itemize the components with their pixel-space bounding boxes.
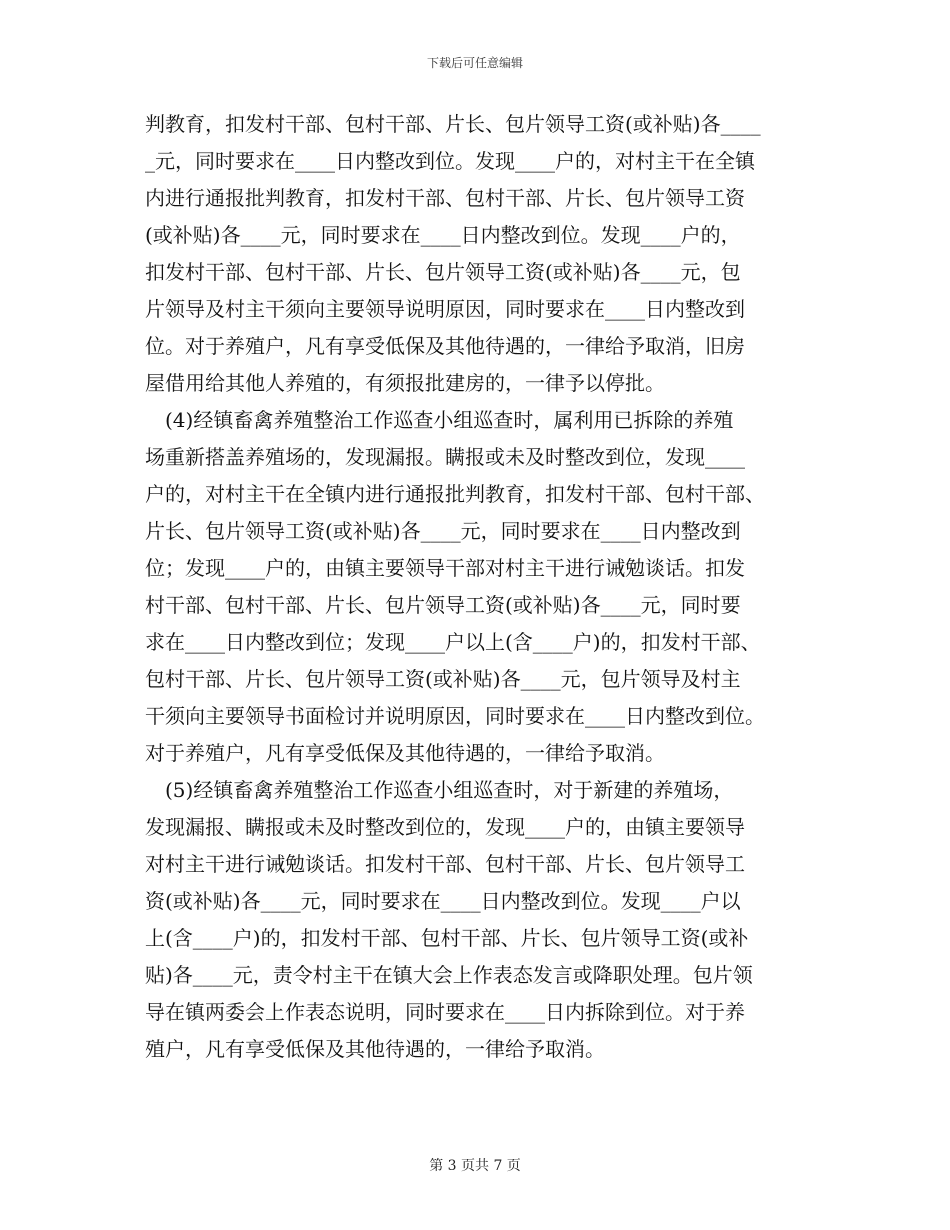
text-line: 片领导及村主干须向主要领导说明原因，同时要求在____日内整改到 [145, 297, 745, 321]
text-line: 包村干部、片长、包片领导工资(或补贴)各____元，包片领导及村主 [145, 667, 741, 691]
text-line: _元，同时要求在____日内整改到位。发现____户的，对村主干在全镇 [145, 149, 755, 173]
text-line: 对村主干进行诫勉谈话。扣发村干部、包村干部、片长、包片领导工 [145, 852, 745, 876]
text-line: 资(或补贴)各____元，同时要求在____日内整改到位。发现____户以 [145, 889, 741, 913]
text-line: 上(含____户)的，扣发村干部、包村干部、片长、包片领导工资(或补 [145, 926, 749, 950]
text-line: 求在____日内整改到位；发现____户以上(含____户)的，扣发村干部、 [145, 630, 761, 654]
text-line: 位。对于养殖户，凡有享受低保及其他待遇的，一律给予取消，旧房 [145, 334, 745, 358]
text-line: 屋借用给其他人养殖的，有须报批建房的，一律予以停批。 [145, 371, 665, 395]
text-line: 场重新搭盖养殖场的，发现漏报。瞒报或未及时整改到位，发现____ [145, 445, 745, 469]
page-header: 下载后可任意编辑 [426, 56, 523, 70]
text-line: 发现漏报、瞒报或未及时整改到位的，发现____户的，由镇主要领导 [145, 815, 745, 839]
text-line: 对于养殖户，凡有享受低保及其他待遇的，一律给予取消。 [145, 741, 665, 765]
text-line: 殖户，凡有享受低保及其他待遇的，一律给予取消。 [145, 1037, 605, 1061]
text-line: 位；发现____户的，由镇主要领导干部对村主干进行诫勉谈话。扣发 [145, 556, 745, 580]
text-line: 贴)各____元，责令村主干在镇大会上作表态发言或降职处理。包片领 [145, 963, 753, 987]
text-line: 导在镇两委会上作表态说明，同时要求在____日内拆除到位。对于养 [145, 1000, 745, 1024]
text-line: (5)经镇畜禽养殖整治工作巡查小组巡查时，对于新建的养殖场， [145, 778, 734, 802]
text-line: 干须向主要领导书面检讨并说明原因，同时要求在____日内整改到位。 [145, 704, 765, 728]
text-line: 扣发村干部、包村干部、片长、包片领导工资(或补贴)各____元，包 [145, 260, 741, 284]
document-body [145, 106, 807, 1068]
text-line: 判教育，扣发村干部、包村干部、片长、包片领导工资(或补贴)各____ [145, 112, 761, 136]
text-line: 村干部、包村干部、片长、包片领导工资(或补贴)各____元，同时要 [145, 593, 741, 617]
text-line: 内进行通报批判教育，扣发村干部、包村干部、片长、包片领导工资 [145, 186, 745, 210]
text-line: (或补贴)各____元，同时要求在____日内整改到位。发现____户的， [145, 223, 741, 247]
page-footer: 第 3 页共 7 页 [429, 1158, 521, 1174]
text-line: 户的，对村主干在全镇内进行通报批判教育，扣发村干部、包村干部、 [145, 482, 765, 506]
text-line: (4)经镇畜禽养殖整治工作巡查小组巡查时，属利用已拆除的养殖 [145, 408, 734, 432]
text-line: 片长、包片领导工资(或补贴)各____元，同时要求在____日内整改到 [145, 519, 741, 543]
